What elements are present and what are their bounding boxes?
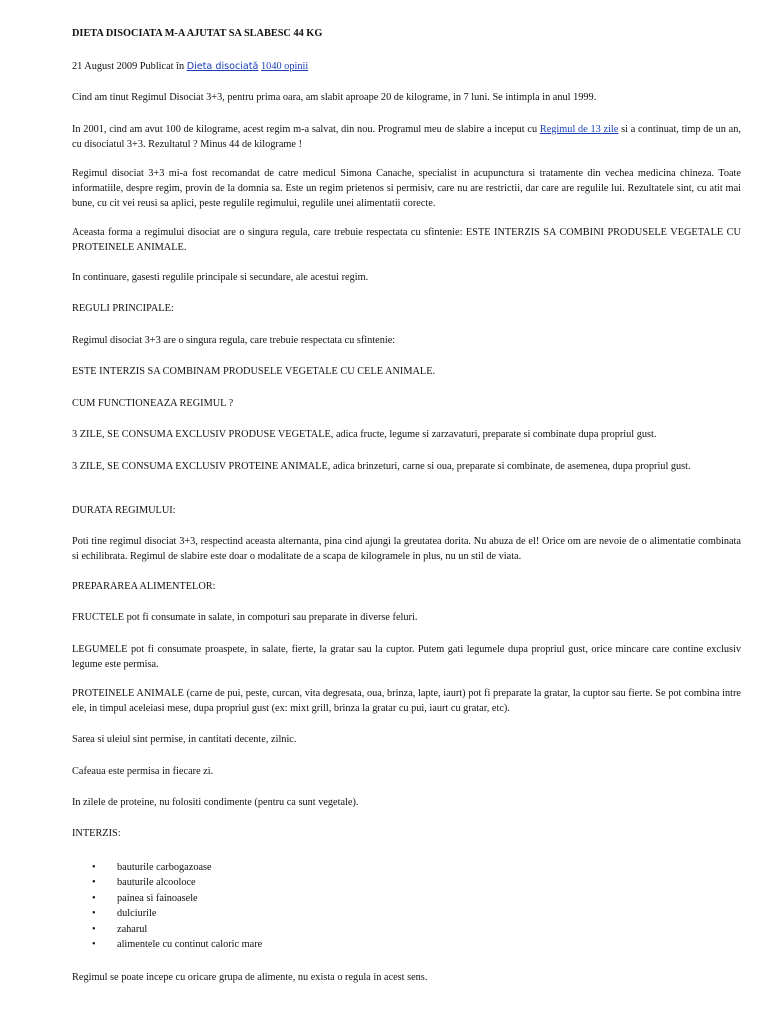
list-item <box>92 860 262 875</box>
paragraph: PROTEINELE ANIMALE (carne de pui, peste, curcan, vita degresata, oua, brinza, lapte, iaurt) pot fi preparate la gratar, la cuptor sau fierte. Se pot combina intre ele, in timpul aceleiasi mese, dupa propriul gust (ex: mixt grill, brinza la gratar cu pui, iaurt cu gratar, etc). <box>72 688 741 714</box>
paragraph: Cind am tinut Regimul Disociat 3+3, pentru prima oara, am slabit aproape 20 de kilograme, in 7 luni. Se intimpla in anul 1999. <box>72 92 597 103</box>
list-item-label: zaharul <box>117 923 148 935</box>
paragraph: Sarea si uleiul sint permise, in cantitati decente, zilnic. <box>72 734 297 745</box>
paragraph: Poti tine regimul disociat 3+3, respectind aceasta alternanta, pina cind ajungi la greutatea dorita. Nu abuza de el! Orice om are nevoie de o alimentatie combinata si echilibrata. Regimul de slabire este doar o modalitate de a scapa de kilogramele in plus, nu un stil de viata. <box>72 536 741 562</box>
publish-date: 21 August 2009 Publicat în <box>72 61 187 72</box>
paragraph: ESTE INTERZIS SA COMBINAM PRODUSELE VEGETALE CU CELE ANIMALE. <box>72 366 436 377</box>
paragraph: 3 ZILE, SE CONSUMA EXCLUSIV PROTEINE ANIMALE, adica brinzeturi, carne si oua, preparate si combinate, de asemenea, dupa propriul gust. <box>72 461 691 472</box>
article-meta <box>72 59 741 74</box>
bullet-icon: • <box>92 862 96 873</box>
section-heading: DURATA REGIMULUI: <box>72 505 176 516</box>
section-heading: INTERZIS: <box>72 828 121 839</box>
list-item <box>92 906 262 921</box>
bullet-icon: • <box>92 908 96 920</box>
list-item-label: bauturile carbogazoase <box>117 862 212 873</box>
list-item-label: dulciurile <box>117 908 157 920</box>
list-item <box>92 875 262 890</box>
paragraph: LEGUMELE pot fi consumate proaspete, in salate, fierte, la gratar sau la cuptor. Putem gati legumele dupa propriul gust, orice mincare care contine exclusiv legume este permisa. <box>72 644 741 670</box>
paragraph: In zilele de proteine, nu folositi condimente (pentru ca sunt vegetale). <box>72 797 359 808</box>
regimul-13-zile-link[interactable]: Regimul de 13 zile <box>539 124 619 135</box>
paragraph: Aceasta forma a regimului disociat are o singura regula, care trebuie respectata cu sfintenie: ESTE INTERZIS SA COMBINI PRODUSELE VEGETALE CU PROTEINELE ANIMALE. <box>72 227 741 253</box>
paragraph: Regimul disociat 3+3 are o singura regula, care trebuie respectata cu sfintenie: <box>72 335 396 346</box>
list-item <box>92 891 262 906</box>
paragraph: FRUCTELE pot fi consumate in salate, in compoturi sau preparate in diverse feluri. <box>72 612 418 623</box>
paragraph: 3 ZILE, SE CONSUMA EXCLUSIV PRODUSE VEGETALE, adica fructe, legume si zarzavaturi, preparate si combinate dupa propriul gust. <box>72 429 657 440</box>
paragraph: Regimul disociat 3+3 mi-a fost recomandat de catre medicul Simona Canache, specialist in acupunctura si tratamente din vechea medicina chineza. Toate informatiile, despre regim, provin de la domnia sa. Este un regim prietenos si permisiv, care nu are restrictii, dar care are regulile lui. Rezultatele sint, cu atit mai bune, cu cit vei reusi sa aplici, peste regulile regimului, regulile unei alimentatii corecte. <box>72 168 741 209</box>
paragraph <box>72 122 741 152</box>
list-item <box>92 922 262 937</box>
paragraph-text: In 2001, cind am avut 100 de kilograme, acest regim m-a salvat, din nou. Programul meu de slabire a inceput cu <box>72 124 540 135</box>
paragraph: Regimul se poate incepe cu oricare grupa de alimente, nu exista o regula in acest sens. <box>72 972 428 983</box>
bullet-icon: • <box>92 939 96 951</box>
article-title: DIETA DISOCIATA M-A AJUTAT SA SLABESC 44 KG <box>72 28 323 39</box>
comments-link[interactable]: 1040 opinii <box>261 61 309 72</box>
list-item-label: painea si fainoasele <box>117 892 198 904</box>
section-heading: CUM FUNCTIONEAZA REGIMUL ? <box>72 398 234 409</box>
list-item-label: bauturile alcooloce <box>117 877 196 889</box>
forbidden-list <box>92 860 262 952</box>
section-heading: REGULI PRINCIPALE: <box>72 303 174 314</box>
list-item-label: alimentele cu continut caloric mare <box>117 939 263 951</box>
bullet-icon: • <box>92 892 96 904</box>
paragraph-text: si a continuat, timp de un an, cu disociatul 3+3. Rezultatul ? Minus 44 de kilograme ! <box>72 124 741 150</box>
section-heading: PREPARAREA ALIMENTELOR: <box>72 581 216 592</box>
paragraph: In continuare, gasesti regulile principale si secundare, ale acestui regim. <box>72 272 369 283</box>
list-item <box>92 937 262 952</box>
category-link[interactable]: Dieta disociată <box>186 61 259 72</box>
bullet-icon: • <box>92 877 96 889</box>
paragraph: Cafeaua este permisa in fiecare zi. <box>72 766 214 777</box>
bullet-icon: • <box>92 923 96 935</box>
